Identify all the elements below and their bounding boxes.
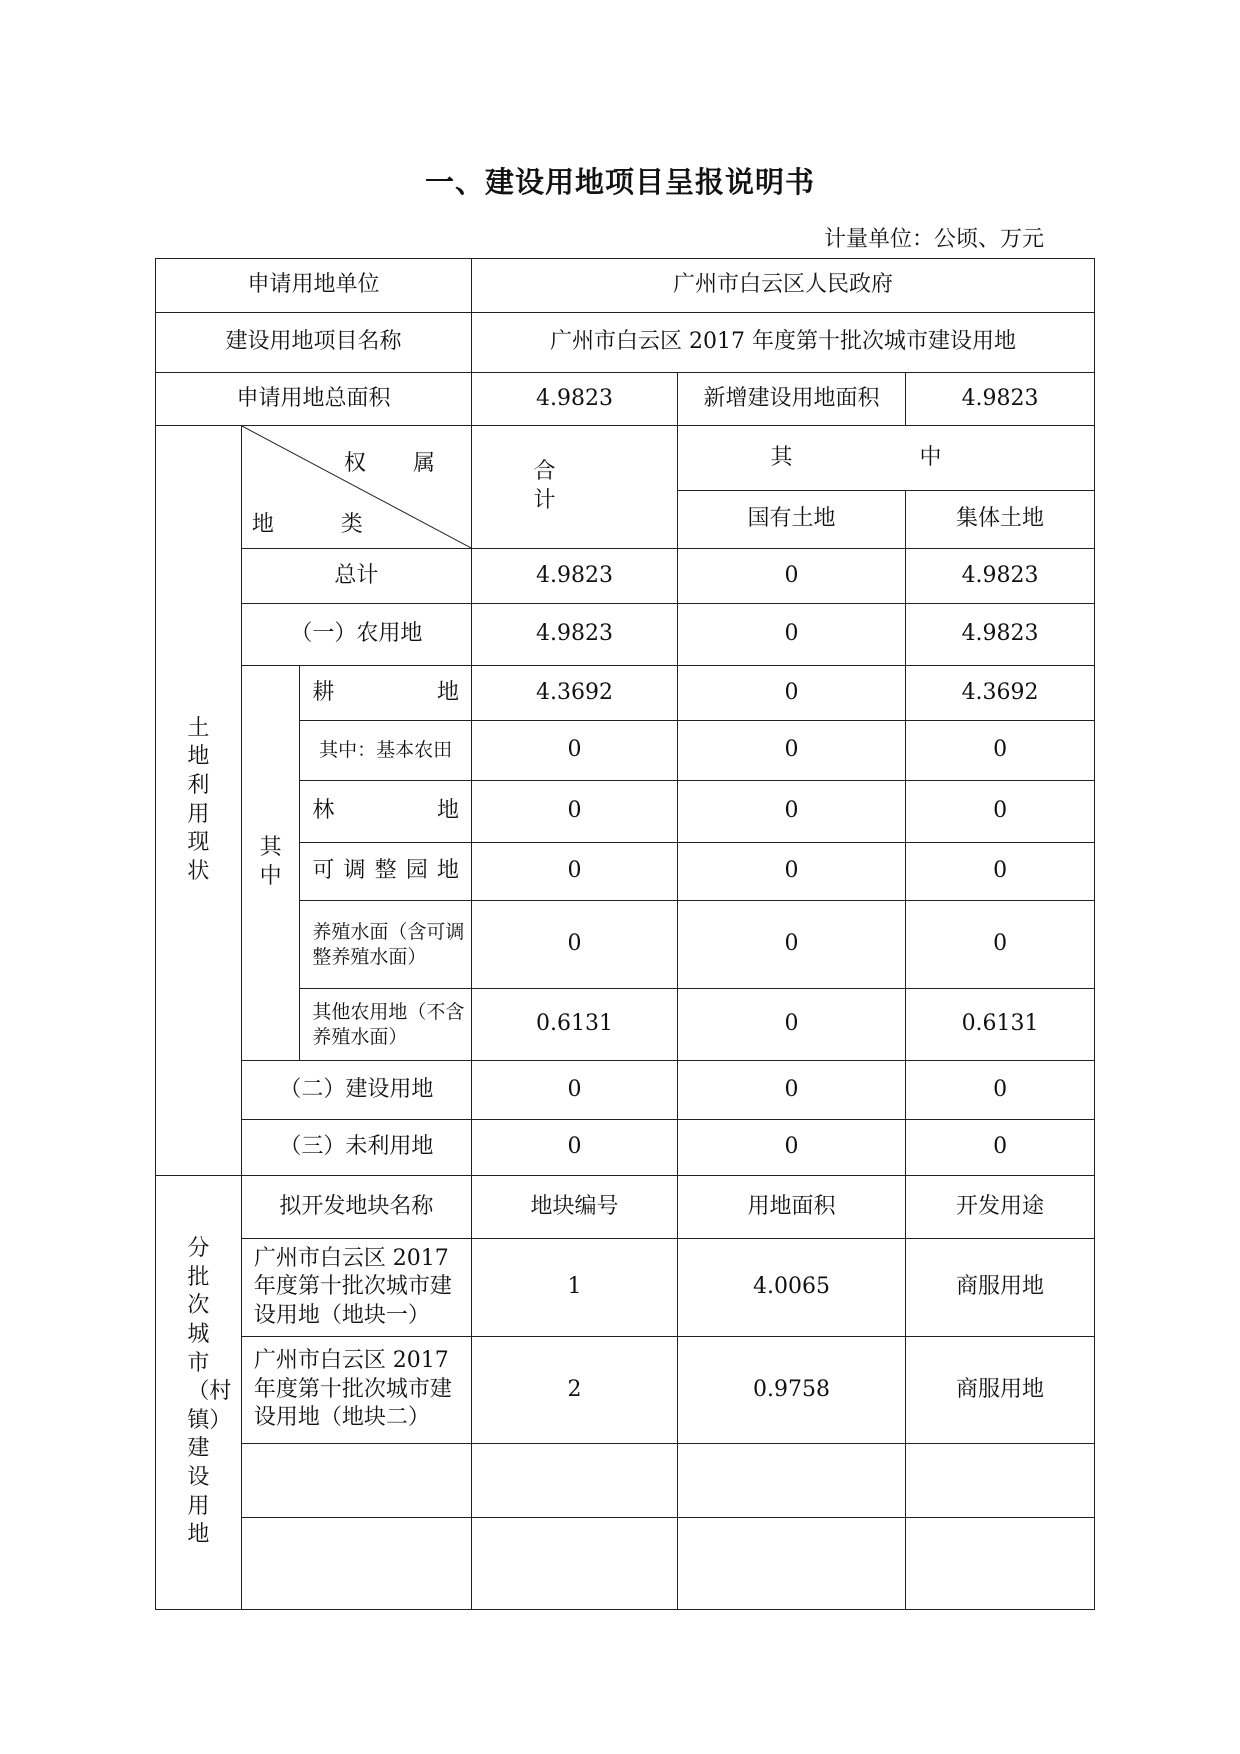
row-name: （二）建设用地 [241, 1061, 471, 1120]
row-collective: 0.6131 [906, 989, 1095, 1061]
parcel-area: 4.0065 [677, 1239, 905, 1337]
row-state: 0 [677, 549, 905, 604]
ownership-header: 权 属 [344, 451, 455, 476]
row-state: 0 [677, 604, 905, 666]
row-name: 总计 [241, 549, 471, 604]
row-total: 0 [472, 1120, 678, 1176]
total-header [472, 426, 678, 549]
parcels-label-text: 分批次城市（村镇）建设用地 [187, 1236, 232, 1548]
parcel-empty-cell [677, 1444, 905, 1518]
row-collective: 0 [906, 901, 1095, 989]
parcel-empty-cell [472, 1444, 678, 1518]
parcel-name: 广州市白云区 2017 年度第十批次城市建设用地（地块一） [241, 1239, 471, 1337]
table-row [156, 1176, 1095, 1239]
row-total: 0 [472, 781, 678, 843]
parcel-empty-cell [241, 1518, 471, 1610]
row-total: 0 [472, 721, 678, 781]
table-row [156, 373, 1095, 426]
row-name: 林地 [300, 781, 472, 843]
row-collective: 4.9823 [906, 549, 1095, 604]
row-total: 4.9823 [472, 604, 678, 666]
table-row [156, 1061, 1095, 1120]
row-name: 可调整园地 [300, 843, 472, 901]
total-header-text: 合 计 [533, 459, 616, 513]
parcel-empty-cell [677, 1518, 905, 1610]
parcel-area: 0.9758 [677, 1337, 905, 1444]
among-header-text: 其 中 [770, 444, 1002, 470]
row-total: 0 [472, 1061, 678, 1120]
new-area-label: 新增建设用地面积 [677, 373, 905, 426]
land-use-label-text: 土地利用现状 [187, 715, 210, 884]
applicant-label: 申请用地单位 [156, 259, 472, 313]
row-collective: 0 [906, 1061, 1095, 1120]
table-row [156, 1518, 1095, 1610]
parcel-header-area: 用地面积 [677, 1176, 905, 1239]
table-row [156, 1444, 1095, 1518]
row-name: 养殖水面（含可调整养殖水面） [300, 901, 472, 989]
table-row [156, 549, 1095, 604]
row-collective: 4.3692 [906, 666, 1095, 721]
parcel-header-name: 拟开发地块名称 [241, 1176, 471, 1239]
parcel-empty-cell [241, 1444, 471, 1518]
parcel-empty-cell [906, 1444, 1095, 1518]
among-header [677, 426, 1094, 491]
row-state: 0 [677, 1120, 905, 1176]
row-collective: 0 [906, 781, 1095, 843]
parcels-section-label [156, 1176, 242, 1610]
unit-note: 计量单位：公顷、万元 [823, 227, 1044, 252]
table-row [156, 1337, 1095, 1444]
row-total: 4.9823 [472, 549, 678, 604]
total-area-value: 4.9823 [472, 373, 678, 426]
row-total: 0.6131 [472, 989, 678, 1061]
table-row [156, 1239, 1095, 1337]
table-row [156, 313, 1095, 373]
parcel-empty-cell [906, 1518, 1095, 1610]
total-area-label: 申请用地总面积 [156, 373, 472, 426]
row-state: 0 [677, 989, 905, 1061]
row-collective: 0 [906, 843, 1095, 901]
sub-group-label [241, 666, 300, 1061]
row-state: 0 [677, 1061, 905, 1120]
table-row [156, 666, 1095, 721]
diagonal-header-cell [241, 426, 471, 549]
parcel-empty-cell [472, 1518, 678, 1610]
landtype-header: 地 类 [251, 512, 393, 538]
row-name: （一）农用地 [241, 604, 471, 666]
parcel-use: 商服用地 [906, 1239, 1095, 1337]
project-report-table [155, 258, 1095, 1610]
page-title: 一、建设用地项目呈报说明书 [424, 165, 815, 199]
row-total: 0 [472, 901, 678, 989]
row-state: 0 [677, 666, 905, 721]
project-name-value: 广州市白云区 2017 年度第十批次城市建设用地 [472, 313, 1095, 373]
row-total: 4.3692 [472, 666, 678, 721]
row-collective: 4.9823 [906, 604, 1095, 666]
row-name: 其他农用地（不含养殖水面） [300, 989, 472, 1061]
row-name: 耕地 [300, 666, 472, 721]
parcel-header-id: 地块编号 [472, 1176, 678, 1239]
table-row [156, 426, 1095, 491]
parcel-header-use: 开发用途 [906, 1176, 1095, 1239]
parcel-name: 广州市白云区 2017 年度第十批次城市建设用地（地块二） [241, 1337, 471, 1444]
parcel-use: 商服用地 [906, 1337, 1095, 1444]
row-state: 0 [677, 901, 905, 989]
land-use-section-label [156, 426, 242, 1176]
row-collective: 0 [906, 1120, 1095, 1176]
project-name-label: 建设用地项目名称 [156, 313, 472, 373]
table-row [156, 259, 1095, 313]
applicant-value: 广州市白云区人民政府 [472, 259, 1095, 313]
row-name: （三）未利用地 [241, 1120, 471, 1176]
row-state: 0 [677, 843, 905, 901]
table-row [156, 1120, 1095, 1176]
row-name: 其中：基本农田 [300, 721, 472, 781]
table-row [156, 604, 1095, 666]
parcel-id: 2 [472, 1337, 678, 1444]
new-area-value: 4.9823 [906, 373, 1095, 426]
parcel-id: 1 [472, 1239, 678, 1337]
row-collective: 0 [906, 721, 1095, 781]
row-total: 0 [472, 843, 678, 901]
row-state: 0 [677, 721, 905, 781]
row-state: 0 [677, 781, 905, 843]
sub-group-label-text: 其中 [259, 835, 282, 889]
collective-land-header: 集体土地 [906, 491, 1095, 549]
state-land-header: 国有土地 [677, 491, 905, 549]
